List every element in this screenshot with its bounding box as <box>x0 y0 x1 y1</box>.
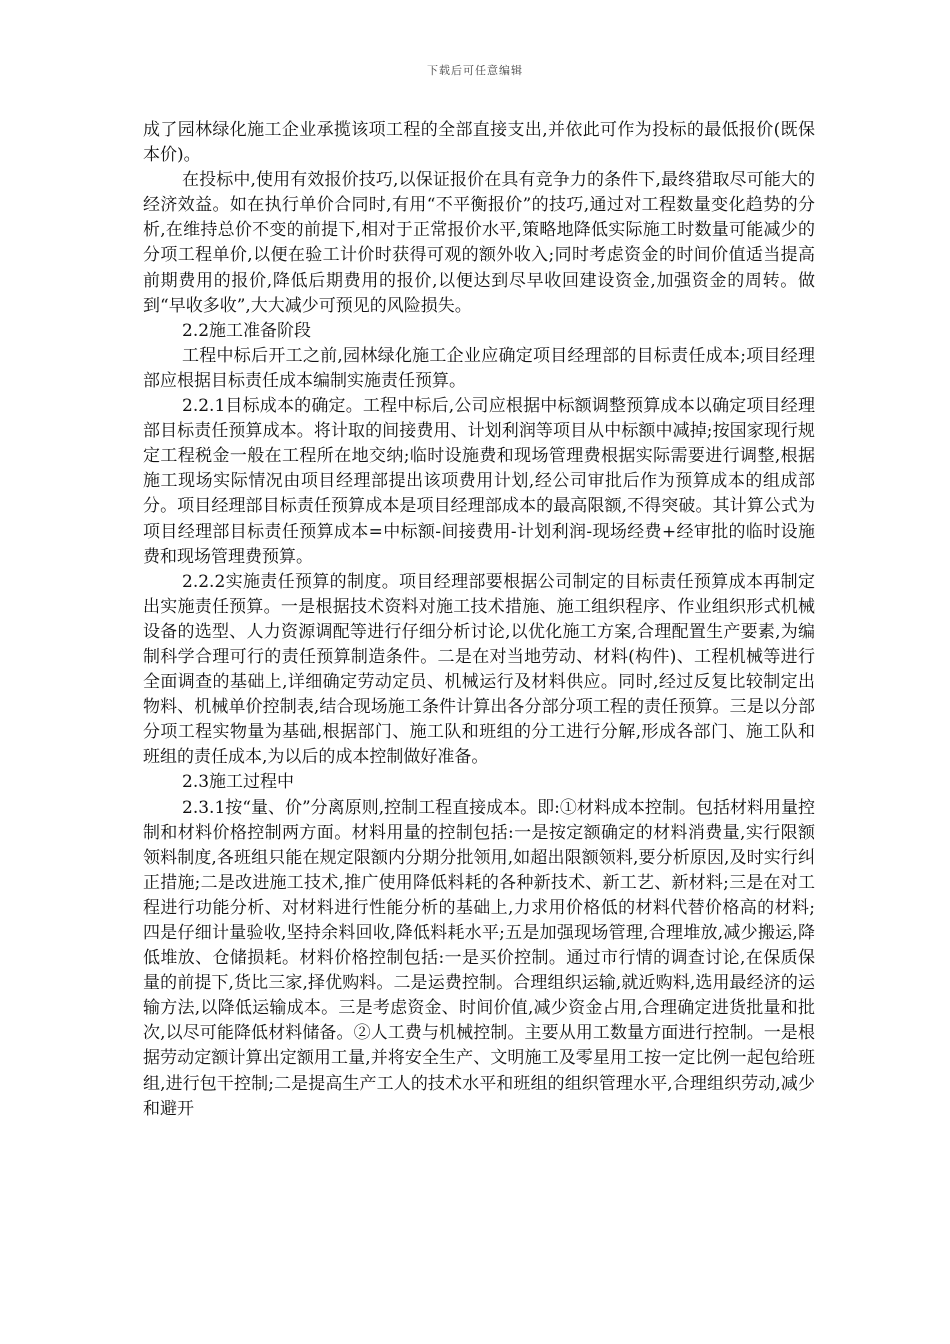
section-heading: 2.2施工准备阶段 <box>182 320 312 341</box>
section-heading: 2.3施工过程中 <box>182 772 295 793</box>
document-body <box>143 118 815 1122</box>
paragraph: 工程中标后开工之前,园林绿化施工企业应确定项目经理部的目标责任成本;项目经理部应根据目标责任成本编制实施责任预算。 <box>143 345 815 391</box>
paragraph: 2.2.1目标成本的确定。工程中标后,公司应根据中标额调整预算成本以确定项目经理部目标责任预算成本。将计取的间接费用、计划利润等项目从中标额中减掉;按国家现行规定工程税金一般在工程所在地交纳;临时设施费和现场管理费根据实际需要进行调整,根据施工现场实际情况由项目经理部提出该项费用计划,经公司审批后作为预算成本的组成部分。项目经理部目标责任预算成本是项目经理部成本的最高限额,不得突破。其计算公式为项目经理部目标责任预算成本=中标额-间接费用-计划利润-现场经费+经审批的临时设施费和现场管理费预算。 <box>143 396 815 567</box>
paragraph: 2.2.2实施责任预算的制度。项目经理部要根据公司制定的目标责任预算成本再制定出实施责任预算。一是根据技术资料对施工技术措施、施工组织程序、作业组织形式机械设备的选型、人力资源调配等进行仔细分析讨论,以优化施工方案,合理配置生产要素,为编制科学合理可行的责任预算制造条件。二是在对当地劳动、材料(构件)、工程机械等进行全面调查的基础上,详细确定劳动定员、机械运行及材料供应。同时,经过反复比较制定出物料、机械单价控制表,结合现场施工条件计算出各分部分项工程的责任预算。三是以分部分项工程实物量为基础,根据部门、施工队和班组的分工进行分解,形成各部门、施工队和班组的责任成本,为以后的成本控制做好准备。 <box>143 571 815 768</box>
paragraph: 2.3.1按“量、价”分离原则,控制工程直接成本。即:①材料成本控制。包括材料用量控制和材料价格控制两方面。材料用量的控制包括:一是按定额确定的材料消费量,实行限额领料制度,各班组只能在规定限额内分期分批领用,如超出限额领料,要分析原因,及时实行纠正措施;二是改进施工技术,推广使用降低料耗的各种新技术、新工艺、新材料;三是在对工程进行功能分析、对材料进行性能分析的基础上,力求用价格低的材料代替价格高的材料;四是仔细计量验收,坚持余料回收,降低料耗水平;五是加强现场管理,合理堆放,减少搬运,降低堆放、仓储损耗。材料价格控制包括:一是买价控制。通过市行情的调查讨论,在保质保量的前提下,货比三家,择优购料。二是运费控制。合理组织运输,就近购料,选用最经济的运输方法,以降低运输成本。三是考虑资金、时间价值,减少资金占用,合理确定进货批量和批次,以尽可能降低材料储备。②人工费与机械控制。主要从用工数量方面进行控制。一是根据劳动定额计算出定额用工量,并将安全生产、文明施工及零星用工按一定比例一起包给班组,进行包干控制;二是提高生产工人的技术水平和班组的组织管理水平,合理组织劳动,减少和避开 <box>143 797 815 1119</box>
paragraph: 成了园林绿化施工企业承揽该项工程的全部直接支出,并依此可作为投标的最低报价(既保本价)。 <box>143 120 815 166</box>
paragraph: 在投标中,使用有效报价技巧,以保证报价在具有竞争力的条件下,最终猎取尽可能大的经济效益。如在执行单价合同时,有用“不平衡报价”的技巧,通过对工程数量变化趋势的分析,在维持总价不变的前提下,相对于正常报价水平,策略地降低实际施工时数量可能减少的分项工程单价,以便在验工计价时获得可观的额外收入;同时考虑资金的时间价值适当提高前期费用的报价,降低后期费用的报价,以便达到尽早收回建设资金,加强资金的周转。做到“早收多收”,大大减少可预见的风险损失。 <box>143 170 815 316</box>
page-header: 下载后可任意编辑 <box>427 64 523 77</box>
